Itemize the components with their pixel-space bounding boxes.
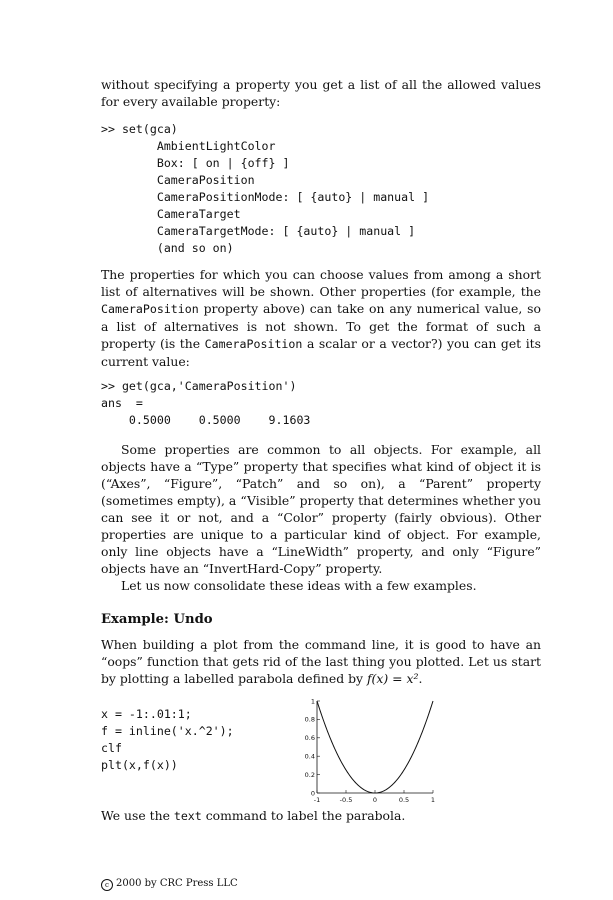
text-command-paragraph	[101, 807, 541, 825]
code-line: (and so on)	[101, 241, 234, 255]
code-line: AmbientLightColor	[101, 139, 276, 153]
common-properties-paragraph: Some properties are common to all objects. For example, all objects have a “Type” property that specifies what kind of object it is (“Axes”, “Figure”, “Patch” and so on), a “Parent” property (sometimes empty), a “Visible” property that determines whether you can see it or not, and a “Color” property (fairly obvious). Other properties are unique to a particular kind of object. For example, only line objects have a “LineWidth” property, and only “Figure” objects have an “InvertHard-Copy” property.	[101, 442, 541, 576]
x-tick-label: -1	[313, 796, 321, 804]
consolidate-paragraph: Let us now consolidate these ideas with a few examples.	[121, 578, 477, 593]
intro-paragraph: without specifying a property you get a list of all the allowed values for every available property:	[101, 77, 541, 109]
y-tick-label: 0.2	[304, 770, 315, 779]
x-tick-label: 0	[372, 796, 378, 804]
code-line: CameraPositionMode: [ {auto} | manual ]	[101, 190, 430, 204]
code-block-get	[101, 378, 541, 429]
text-run: a scalar or a vector?) you can get its current value:	[101, 336, 542, 369]
y-tick-label: 1	[310, 697, 315, 706]
x-tick-label: 1	[430, 796, 436, 804]
copyright-icon: c	[101, 879, 113, 891]
y-tick-label: 0.8	[304, 715, 315, 724]
code-line: CameraTarget	[101, 207, 241, 221]
properties-paragraph	[101, 266, 541, 370]
code-line: x = -1:.01:1;	[101, 707, 192, 721]
inline-code: text	[173, 809, 202, 823]
text-run: command to label the parabola.	[201, 808, 406, 823]
code-line: ans =	[101, 396, 143, 410]
text-run: .	[418, 671, 423, 686]
code-block-set	[101, 121, 541, 257]
text-run: When building a plot from the command line, it is good to have an “oops” function that gets rid of the last thing you plotted. Let us start by plotting a labelled parabola defined by	[101, 637, 541, 686]
undo-paragraph	[101, 636, 541, 687]
code-line: CameraPosition	[101, 173, 255, 187]
inline-code: CameraPosition	[204, 337, 303, 351]
code-line: 0.5000 0.5000 9.1603	[101, 413, 311, 427]
code-line: >> get(gca,'CameraPosition')	[101, 379, 297, 393]
footer-text: 2000 by CRC Press LLC	[116, 878, 238, 889]
x-tick-label: 0.5	[398, 796, 410, 804]
code-line: plt(x,f(x))	[101, 758, 178, 772]
parabola-chart	[300, 697, 440, 805]
inline-code: CameraPosition	[101, 302, 199, 316]
text-run: The properties for which you can choose values from among a short list of alternatives will be shown. Other properties (for example, the	[101, 267, 541, 299]
y-tick-label: 0.6	[304, 734, 315, 743]
y-tick-label: 0	[310, 789, 315, 798]
code-line: clf	[101, 741, 122, 755]
footer	[101, 878, 238, 891]
parabola-series-line	[317, 701, 433, 793]
code-line: Box: [ on | {off} ]	[101, 156, 290, 170]
math-expression: f(x) = x²	[366, 671, 419, 686]
code-line: >> set(gca)	[101, 122, 178, 136]
section-heading: Example: Undo	[101, 612, 213, 627]
y-tick-label: 0.4	[304, 752, 315, 761]
code-line: CameraTargetMode: [ {auto} | manual ]	[101, 224, 416, 238]
code-line: f = inline('x.^2');	[101, 724, 234, 738]
text-run: property above) can take on any numerical value, so a list of alternatives is not shown. To get the format of such a property (is the	[101, 301, 541, 351]
text-run: We use the	[101, 808, 174, 823]
x-tick-label: -0.5	[339, 796, 353, 804]
